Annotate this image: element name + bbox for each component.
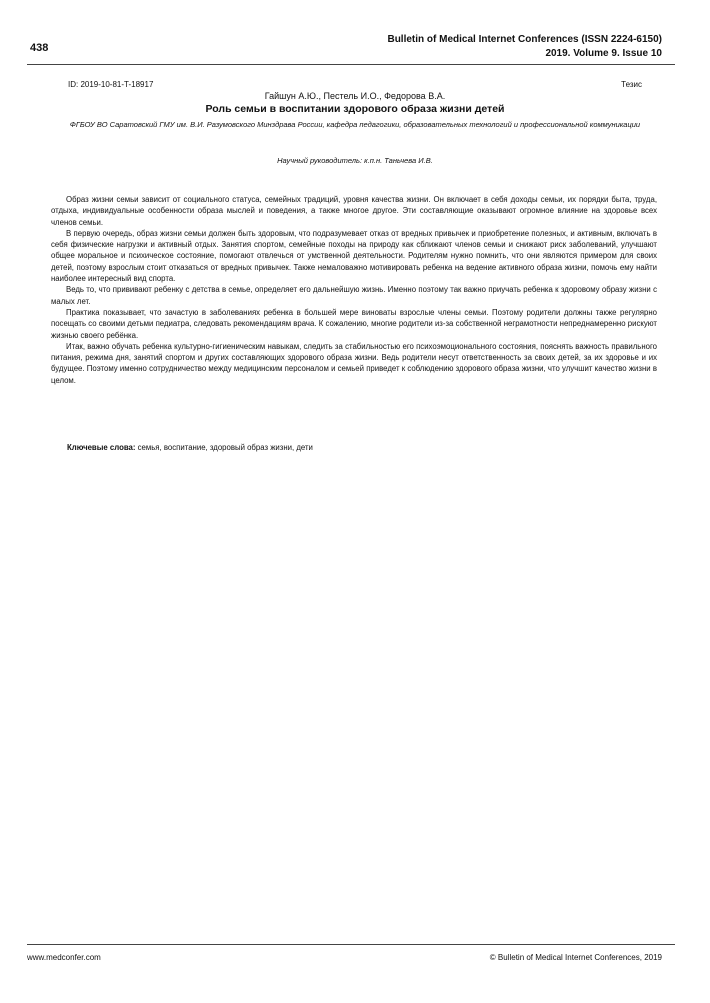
footer-divider [27,944,675,945]
article-body [51,194,657,386]
article-id: ID: 2019-10-81-T-18917 [68,80,154,89]
keywords [67,443,657,452]
paragraph: Ведь то, что прививают ребенку с детства в семье, определяет его дальнейшую жизнь. Именно поэтому так важно приучать ребенка к здоровому образу жизни с малых лет. [51,285,657,306]
journal-header [387,33,662,61]
article-title: Роль семьи в воспитании здорового образа жизни детей [205,103,505,115]
keywords-text: семья, воспитание, здоровый образ жизни, дети [135,443,313,452]
footer-copyright: © Bulletin of Medical Internet Conferences, 2019 [489,953,662,962]
affiliation: ФГБОУ ВО Саратовский ГМУ им. В.И. Разумовского Минздрава России, кафедра педагогики, образовательных технологий и профессиональной коммуникации [69,120,641,129]
header-divider [27,64,675,65]
page-number: 438 [30,42,49,54]
journal-title: Bulletin of Medical Internet Conferences (ISSN 2224-6150) [387,34,662,45]
paragraph: В первую очередь, образ жизни семьи должен быть здоровым, что подразумевает отказ от вредных привычек и приобретение полезных, и активным, включать в себя физические нагрузки и активный отдых. Занятия спортом, семейные походы на природу как сближают членов семьи и снижают риск заболеваний, улучшают общее моральное и психическое состояние, помогают отвлечься от умственной деятельности. Родителям нужно помнить, что они являются примером для своих детей, поэтому взрослым стоит отказаться от вредных привычек. Также немаловажно мотивировать ребенка на ведение активного образа жизни, помочь ему найти наиболее интересный вид спорта. [51,228,657,284]
journal-issue: 2019. Volume 9. Issue 10 [545,48,662,59]
article-type: Тезис [621,80,642,89]
supervisor: Научный руководитель: к.п.н. Таньчева И.В. [277,156,433,165]
keywords-label: Ключевые слова: [67,443,136,452]
paragraph: Итак, важно обучать ребенка культурно-гигиеническим навыкам, следить за стабильностью его психоэмоционального состояния, пояснять важность правильного питания, режима дня, занятий спортом и других составляющих здорового образа жизни. Ведь родители несут ответственность за своих детей, за их здоровье и их будущее. Поэтому именно сотрудничество между медицинским персоналом и семьей приведет к соблюдению здорового образа жизни, что улучшит качество жизни в целом. [51,341,657,385]
paragraph: Практика показывает, что зачастую в заболеваниях ребенка в большей мере виноваты взрослые члены семьи. Поэтому родители должны также регулярно посещать со своими детьми педиатра, следовать рекомендациям врача. К сожалению, многие родители из-за собственной неграмотности непреднамеренно рискуют жизнью своего ребёнка. [51,307,657,340]
footer-website: www.medconfer.com [27,953,101,962]
authors: Гайшун А.Ю., Пестель И.О., Федорова В.А. [264,91,446,101]
paragraph: Образ жизни семьи зависит от социального статуса, семейных традиций, уровня качества жизни. Он включает в себя доходы семьи, их порядки быта, труда, отдыха, индивидуальные особенности образа мыслей и поведения, а также многое другое. Эти составляющие оказывают огромное влияние на здоровье всех членов семьи. [51,195,657,227]
